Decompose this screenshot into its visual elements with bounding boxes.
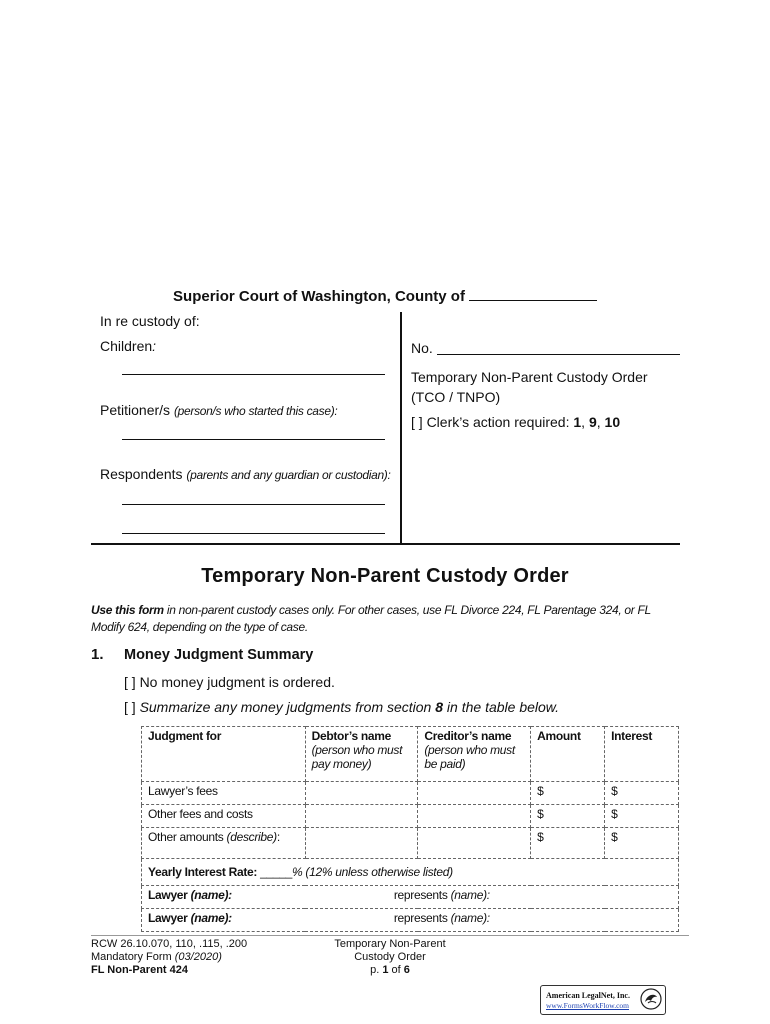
children-label: Children:: [100, 338, 157, 354]
form-name-line2: (TCO / TNPO): [411, 389, 501, 405]
debtor-cell[interactable]: [305, 805, 418, 828]
children-name-line[interactable]: [122, 374, 385, 375]
header-amount: Amount: [531, 727, 605, 782]
respondents-label: Respondents (parents and any guardian or custodian):: [100, 466, 391, 482]
creditor-cell[interactable]: [418, 828, 531, 859]
caption-divider-horizontal: [91, 543, 680, 545]
money-judgment-table: [141, 726, 679, 932]
row-label-other-amounts: Other amounts (describe):: [142, 828, 306, 859]
petitioners-label: Petitioner/s (person/s who started this case):: [100, 402, 338, 418]
row-label-other-fees: Other fees and costs: [142, 805, 306, 828]
footer-form-number: FL Non-Parent 424: [91, 964, 188, 976]
no-judgment-checkbox[interactable]: [ ]: [124, 674, 136, 690]
interest-rate-blank[interactable]: _____: [260, 865, 293, 879]
option-no-judgment: [ ] No money judgment is ordered.: [124, 674, 335, 690]
header-interest: Interest: [605, 727, 679, 782]
footer-rule: [91, 935, 689, 936]
lawyer-row: Lawyer (name): represents (name):: [142, 886, 679, 909]
table-row: [142, 828, 679, 859]
court-title: Superior Court of Washington, County of: [173, 288, 465, 305]
table-row: [142, 805, 679, 828]
in-re-label: In re custody of:: [100, 313, 200, 329]
footer-mandatory: Mandatory Form (03/2020): [91, 951, 222, 963]
table-header-row: [142, 727, 679, 782]
petitioner-name-line[interactable]: [122, 439, 385, 440]
clerk-action-checkbox[interactable]: [ ]: [411, 414, 423, 430]
debtor-cell[interactable]: [305, 828, 418, 859]
amount-cell[interactable]: $: [531, 828, 605, 859]
eagle-emblem-icon: [640, 988, 662, 1010]
respondent-name-line-2[interactable]: [122, 533, 385, 534]
clerk-action-row: [ ] Clerk’s action required: 1, 9, 10: [411, 414, 621, 430]
row-label-lawyers-fees: Lawyer’s fees: [142, 782, 306, 805]
amount-cell[interactable]: $: [531, 782, 605, 805]
court-heading: [0, 287, 770, 305]
summarize-checkbox[interactable]: [ ]: [124, 699, 136, 715]
intro-instructions: Use this form in non-parent custody cases only. For other cases, use FL Divorce 224, FL Parentage 324, or FL Modify 624, depending on the type of case.: [91, 603, 651, 634]
header-debtor: Debtor’s name (person who must pay money): [305, 727, 418, 782]
case-number-label: No.: [411, 340, 433, 356]
header-judgment-for: Judgment for: [142, 727, 306, 782]
footer-left: [91, 938, 247, 977]
county-blank-line[interactable]: [469, 287, 597, 301]
document-title: Temporary Non-Parent Custody Order: [201, 565, 569, 587]
creditor-cell[interactable]: [418, 805, 531, 828]
section-title: Money Judgment Summary: [124, 647, 314, 663]
page-indicator: p. 1 of 6: [370, 964, 410, 976]
respondent-name-line-1[interactable]: [122, 504, 385, 505]
interest-cell[interactable]: $: [605, 828, 679, 859]
debtor-cell[interactable]: [305, 782, 418, 805]
caption-divider-vertical: [400, 312, 402, 544]
interest-cell[interactable]: $: [605, 805, 679, 828]
logo-company-name: American LegalNet, Inc.: [546, 991, 630, 1000]
footer-center: Temporary Non-Parent Custody Order p. 1 of 6: [315, 938, 465, 977]
amount-cell[interactable]: $: [531, 805, 605, 828]
section-number: 1.: [91, 646, 104, 663]
form-name-line1: Temporary Non-Parent Custody Order: [411, 369, 648, 385]
interest-rate-row: Yearly Interest Rate: _____% (12% unless otherwise listed): [142, 859, 679, 886]
option-summarize-judgments: [ ] Summarize any money judgments from section 8 in the table below.: [124, 699, 560, 715]
table-row: [142, 782, 679, 805]
interest-cell[interactable]: $: [605, 782, 679, 805]
footer-rcw: RCW 26.10.070, 110, .115, .200: [91, 938, 248, 950]
lawyer-row: Lawyer (name): represents (name):: [142, 909, 679, 932]
case-number-line[interactable]: [437, 354, 680, 355]
creditor-cell[interactable]: [418, 782, 531, 805]
logo-website-link[interactable]: www.FormsWorkFlow.com: [546, 1001, 630, 1010]
header-creditor: Creditor’s name (person who must be paid): [418, 727, 531, 782]
american-legalnet-logo: [540, 985, 666, 1015]
